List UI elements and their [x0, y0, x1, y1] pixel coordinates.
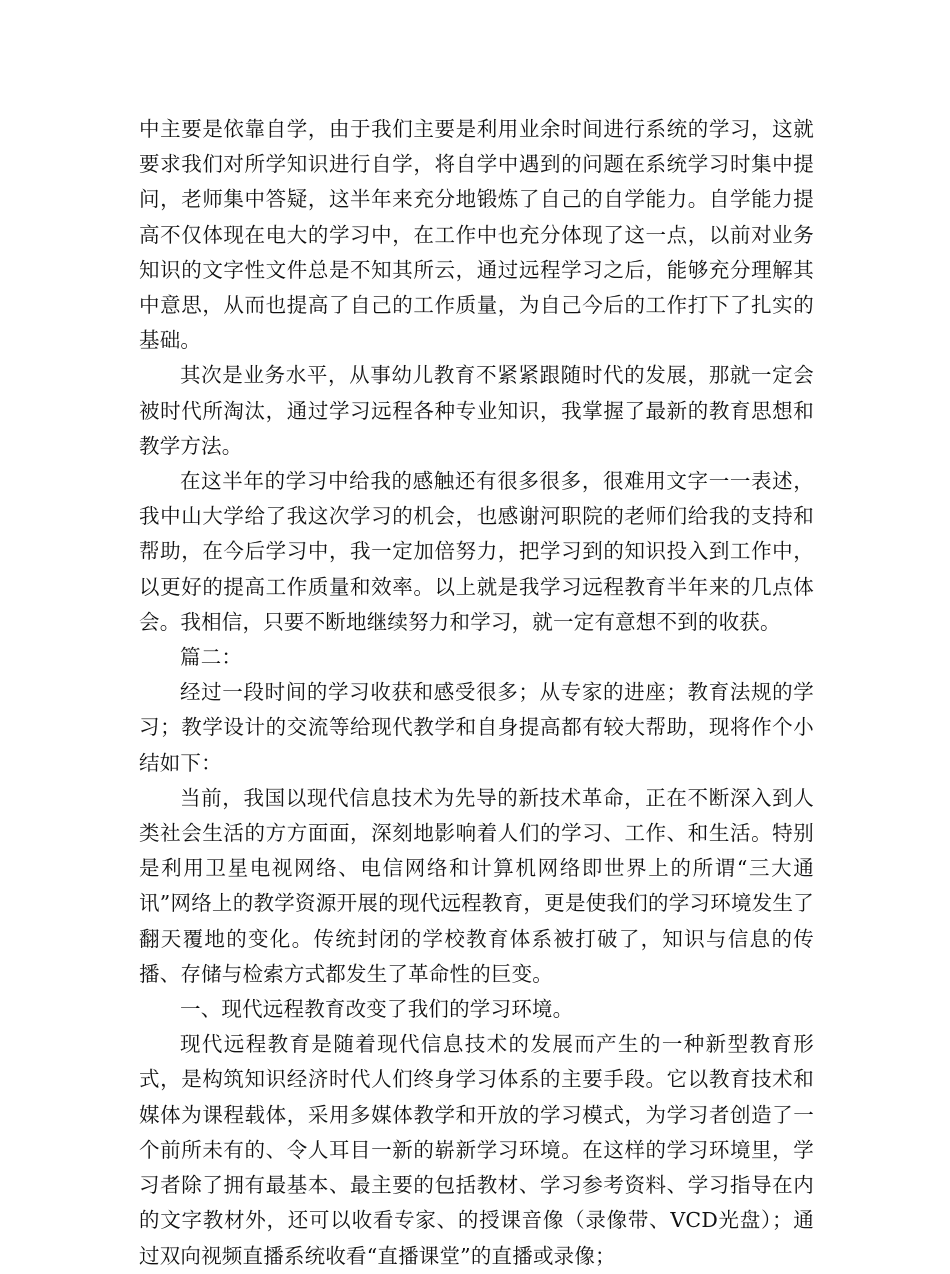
paragraph-5: 经过一段时间的学习收获和感受很多；从专家的进座；教育法规的学习；教学设计的交流等给现代教学和自身提高都有较大帮助，现将作个小结如下：: [139, 680, 814, 775]
paragraph-8: 现代远程教育是随着现代信息技术的发展而产生的一种新型教育形式，是构筑知识经济时代人们终身学习体系的主要手段。它以教育技术和媒体为课程载体，采用多媒体教学和开放的学习模式，为学习者创造了一个前所未有的、令人耳目一新的崭新学习环境。在这样的学习环境里，学习者除了拥有最基本、最主要的包括教材、学习参考资料、学习指导在内的文字教材外，还可以收看专家、的授课音像（录像带、VCD光盘）；通过双向视频直播系统收看“直播课堂”的直播或录像；: [139, 1032, 814, 1268]
paragraph-1: 中主要是依靠自学，由于我们主要是利用业余时间进行系统的学习，这就要求我们对所学知识进行自学，将自学中遇到的问题在系统学习时集中提问，老师集中答疑，这半年来充分地锻炼了自己的自学能力。自学能力提高不仅体现在电大的学习中，在工作中也充分体现了这一点，以前对业务知识的文字性文件总是不知其所云，通过远程学习之后，能够充分理解其中意思，从而也提高了自己的工作质量，为自己今后的工作打下了扎实的基础。: [139, 117, 814, 353]
section-heading-one: 一、现代远程教育改变了我们的学习环境。: [180, 997, 574, 1022]
paragraph-2: 其次是业务水平，从事幼儿教育不紧紧跟随时代的发展，那就一定会被时代所淘汰，通过学习远程各种专业知识，我掌握了最新的教育思想和教学方法。: [139, 363, 814, 458]
document-page: [139, 112, 814, 1274]
section-heading-part-two: 篇二：: [180, 645, 243, 670]
paragraph-6: 当前，我国以现代信息技术为先导的新技术革命，正在不断深入到人类社会生活的方方面面，深刻地影响着人们的学习、工作、和生活。特别是利用卫星电视网络、电信网络和计算机网络即世界上的所谓“三大通讯”网络上的教学资源开展的现代远程教育，更是使我们的学习环境发生了翻天覆地的变化。传统封闭的学校教育体系被打破了，知识与信息的传播、存储与检索方式都发生了革命性的巨变。: [139, 785, 814, 986]
paragraph-3: 在这半年的学习中给我的感触还有很多很多，很难用文字一一表述，我中山大学给了我这次学习的机会，也感谢河职院的老师们给我的支持和帮助，在今后学习中，我一定加倍努力，把学习到的知识投入到工作中，以更好的提高工作质量和效率。以上就是我学习远程教育半年来的几点体会。我相信，只要不断地继续努力和学习，就一定有意想不到的收获。: [139, 469, 814, 634]
